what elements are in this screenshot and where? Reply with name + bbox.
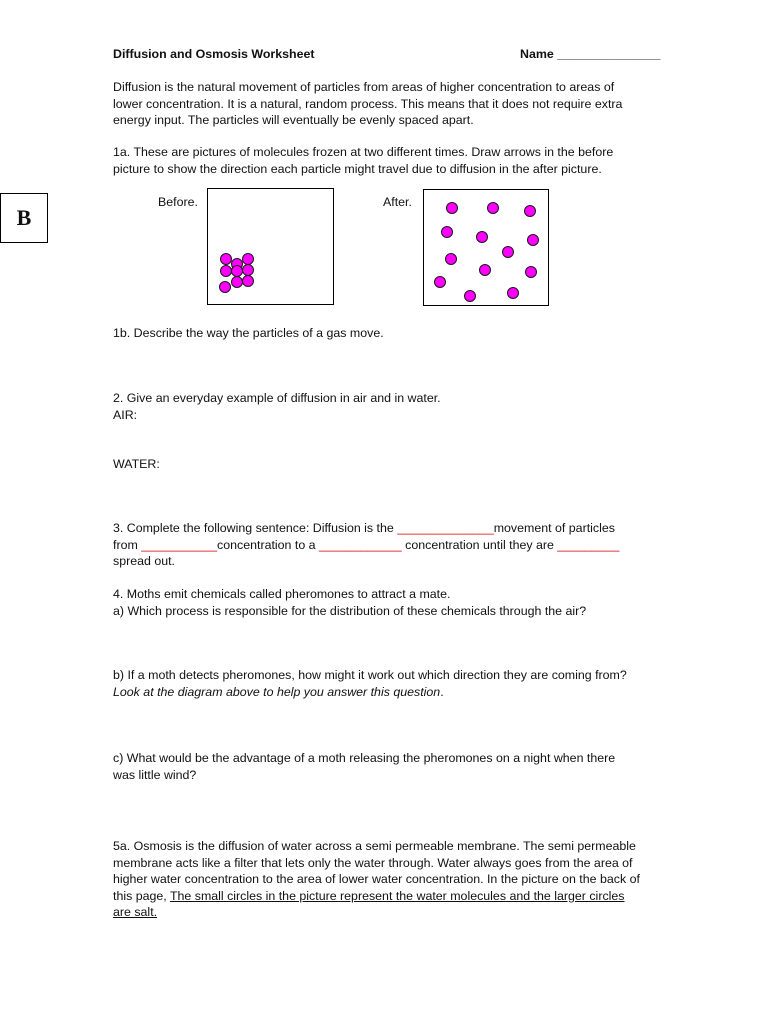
- q3-blank-4[interactable]: _________: [557, 537, 620, 552]
- question-5a: [113, 838, 640, 921]
- q3-text-1: 3. Complete the following sentence: Diffusion is the: [113, 521, 398, 535]
- particle: [221, 266, 232, 277]
- q3-blank-1[interactable]: ______________: [397, 521, 494, 535]
- q4b-text: b) If a moth detects pheromones, how might it work out which direction they are coming from?: [113, 668, 627, 682]
- before-label: Before.: [158, 195, 198, 209]
- q5a-line-4: [113, 888, 640, 905]
- particle: [477, 232, 488, 243]
- q5a-line-4-underlined: The small circles in the picture represent the water molecules and the larger circles: [169, 888, 625, 903]
- after-particles: [424, 190, 548, 305]
- particle: [220, 282, 231, 293]
- q2-water-label: WATER:: [113, 457, 160, 471]
- q3-text-3: from: [113, 537, 142, 552]
- particle: [435, 277, 446, 288]
- question-1a: [113, 144, 613, 177]
- particle: [232, 277, 243, 288]
- after-label: After.: [383, 195, 412, 209]
- q1a-line-2: picture to show the direction each particle might travel due to diffusion in the after picture.: [113, 161, 602, 176]
- q3-text-5: concentration until they are: [401, 537, 558, 552]
- q3-text-4: concentration to a: [217, 537, 319, 552]
- worksheet-title: Diffusion and Osmosis Worksheet: [113, 47, 315, 61]
- particle: [447, 203, 458, 214]
- particle: [488, 203, 499, 214]
- q3-line-2: [113, 537, 619, 554]
- particle: [243, 265, 254, 276]
- intro-line-2: lower concentration. It is a natural, random process. This means that it does not require extra: [113, 96, 623, 111]
- q4a-text: a) Which process is responsible for the distribution of these chemicals through the air?: [113, 603, 587, 618]
- question-4: [113, 586, 586, 619]
- q4-intro: 4. Moths emit chemicals called pheromones to attract a mate.: [113, 587, 451, 601]
- q3-blank-2[interactable]: ___________: [141, 537, 218, 552]
- q5a-line-3: higher water concentration to the area of lower water concentration. In the picture on the back of: [113, 872, 640, 886]
- particle: [465, 291, 476, 302]
- particle: [480, 265, 491, 276]
- q4b-hint-end: .: [440, 684, 444, 699]
- particle: [503, 247, 514, 258]
- before-particles: [208, 189, 333, 304]
- q3-line-3: spread out.: [113, 554, 175, 568]
- q1a-line-1: 1a. These are pictures of molecules frozen at two different times. Draw arrows in the before: [113, 145, 614, 159]
- particle: [243, 254, 254, 265]
- particle: [446, 254, 457, 265]
- particle: [528, 235, 539, 246]
- after-box: [423, 189, 549, 306]
- particle: [526, 267, 537, 278]
- particle: [525, 206, 536, 217]
- intro-paragraph: [113, 79, 622, 129]
- particle: [508, 288, 519, 299]
- q2-air-label: AIR:: [113, 407, 138, 422]
- question-4b: [113, 667, 627, 700]
- before-box: [207, 188, 334, 305]
- question-2: [113, 390, 441, 423]
- particle: [232, 266, 243, 277]
- q3-text-2: movement of particles: [493, 521, 615, 535]
- side-badge-b: B: [0, 193, 48, 243]
- question-4c: [113, 750, 615, 783]
- q5a-line-2: membrane acts like a filter that lets only the water through. Water always goes from the area of: [113, 855, 633, 870]
- intro-line-3: energy input. The particles will eventually be evenly spaced apart.: [113, 113, 474, 127]
- q4b-hint-line: [113, 684, 627, 701]
- q4c-line-1: c) What would be the advantage of a moth releasing the pheromones on a night when there: [113, 751, 616, 765]
- q5a-line-5: are salt.: [113, 905, 158, 919]
- q2-text: 2. Give an everyday example of diffusion in air and in water.: [113, 391, 441, 405]
- question-1b: 1b. Describe the way the particles of a gas move.: [113, 326, 384, 340]
- q3-line-1: [113, 520, 619, 537]
- particle: [442, 227, 453, 238]
- name-field-label: Name _______________: [520, 47, 661, 61]
- q4b-hint: Look at the diagram above to help you answer this question: [113, 684, 441, 699]
- q3-blank-3[interactable]: ____________: [319, 537, 402, 552]
- intro-line-1: Diffusion is the natural movement of particles from areas of higher concentration to areas of: [113, 80, 615, 94]
- q4c-line-2: was little wind?: [113, 767, 197, 782]
- particle: [243, 276, 254, 287]
- q5a-line-1: 5a. Osmosis is the diffusion of water across a semi permeable membrane. The semi permeable: [113, 839, 636, 853]
- question-3: [113, 520, 619, 570]
- q5a-line-4-plain: this page,: [113, 888, 170, 903]
- particle: [221, 254, 232, 265]
